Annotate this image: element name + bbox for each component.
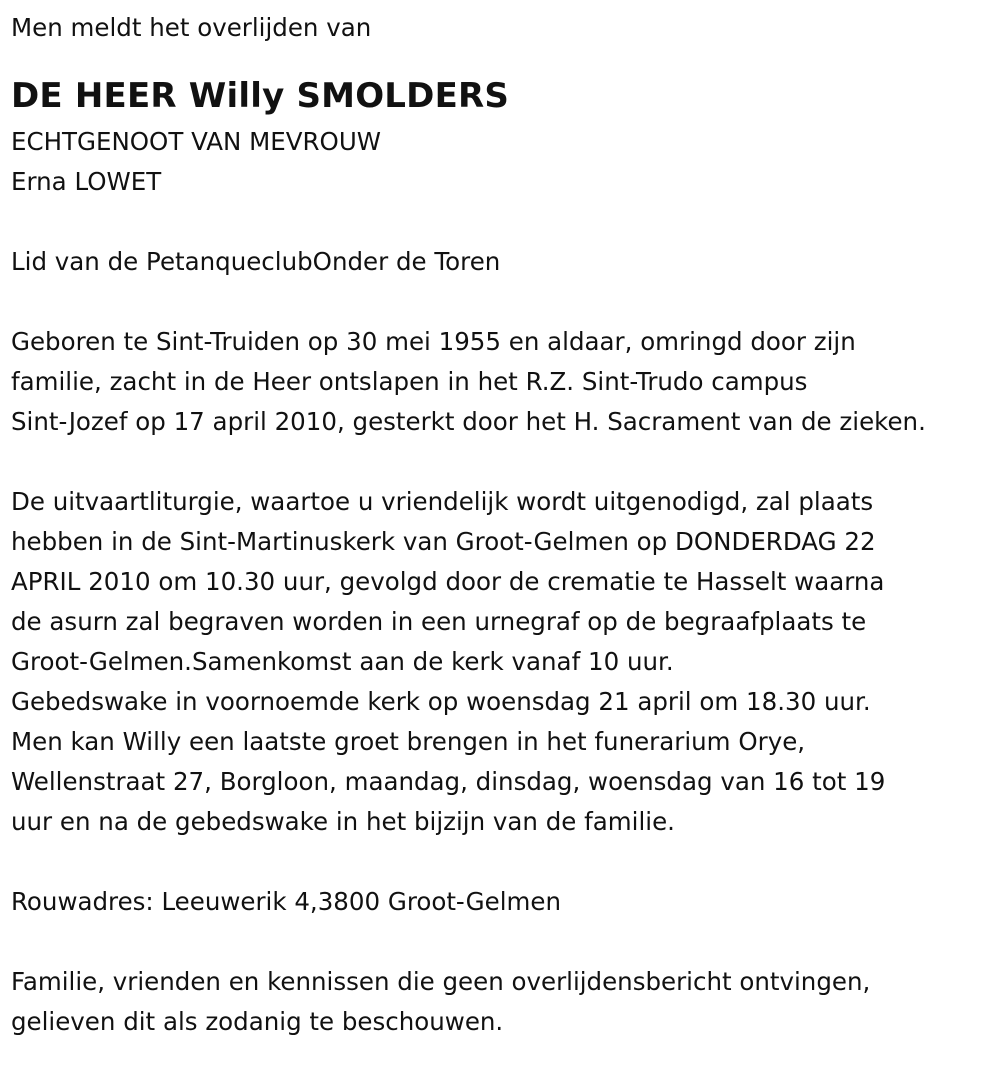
membership-text: Lid van de PetanqueclubOnder de Toren — [11, 247, 501, 276]
funeral-line: De uitvaartliturgie, waartoe u vriendelijk wordt uitgenodigd, zal plaats — [11, 487, 874, 516]
spacer — [11, 202, 996, 242]
spouse-name: Erna LOWET — [11, 167, 162, 196]
birth-death-line: familie, zacht in de Heer ontslapen in het R.Z. Sint-Trudo campus — [11, 367, 808, 396]
funeral-line: hebben in de Sint-Martinuskerk van Groot-Gelmen op DONDERDAG 22 — [11, 527, 876, 556]
spouse-line: ECHTGENOOT VAN MEVROUW — [11, 127, 382, 156]
funeral-line: Men kan Willy een laatste groet brengen in het funerarium Orye, — [11, 727, 806, 756]
deceased-name: DE HEER Willy SMOLDERS — [11, 76, 510, 116]
funeral-line: uur en na de gebedswake in het bijzijn van de familie. — [11, 807, 675, 836]
obituary-notice — [11, 8, 996, 1042]
birth-death-line: Geboren te Sint-Truiden op 30 mei 1955 en aldaar, omringd door zijn — [11, 327, 856, 356]
funeral-line: Wellenstraat 27, Borgloon, maandag, dinsdag, woensdag van 16 tot 19 — [11, 767, 886, 796]
mourning-address: Rouwadres: Leeuwerik 4,3800 Groot-Gelmen — [11, 887, 562, 916]
spacer — [11, 282, 996, 322]
funeral-line: de asurn zal begraven worden in een urnegraf op de begraafplaats te — [11, 607, 867, 636]
spacer — [11, 442, 996, 482]
spacer — [11, 842, 996, 882]
funeral-line: Groot-Gelmen.Samenkomst aan de kerk vanaf 10 uur. — [11, 647, 674, 676]
spacer — [11, 922, 996, 962]
closing-line: Familie, vrienden en kennissen die geen overlijdensbericht ontvingen, — [11, 967, 871, 996]
intro-text: Men meldt het overlijden van — [11, 13, 372, 42]
funeral-line: APRIL 2010 om 10.30 uur, gevolgd door de crematie te Hasselt waarna — [11, 567, 885, 596]
closing-line: gelieven dit als zodanig te beschouwen. — [11, 1007, 504, 1036]
funeral-line: Gebedswake in voornoemde kerk op woensdag 21 april om 18.30 uur. — [11, 687, 871, 716]
birth-death-line: Sint-Jozef op 17 april 2010, gesterkt door het H. Sacrament van de zieken. — [11, 407, 926, 436]
